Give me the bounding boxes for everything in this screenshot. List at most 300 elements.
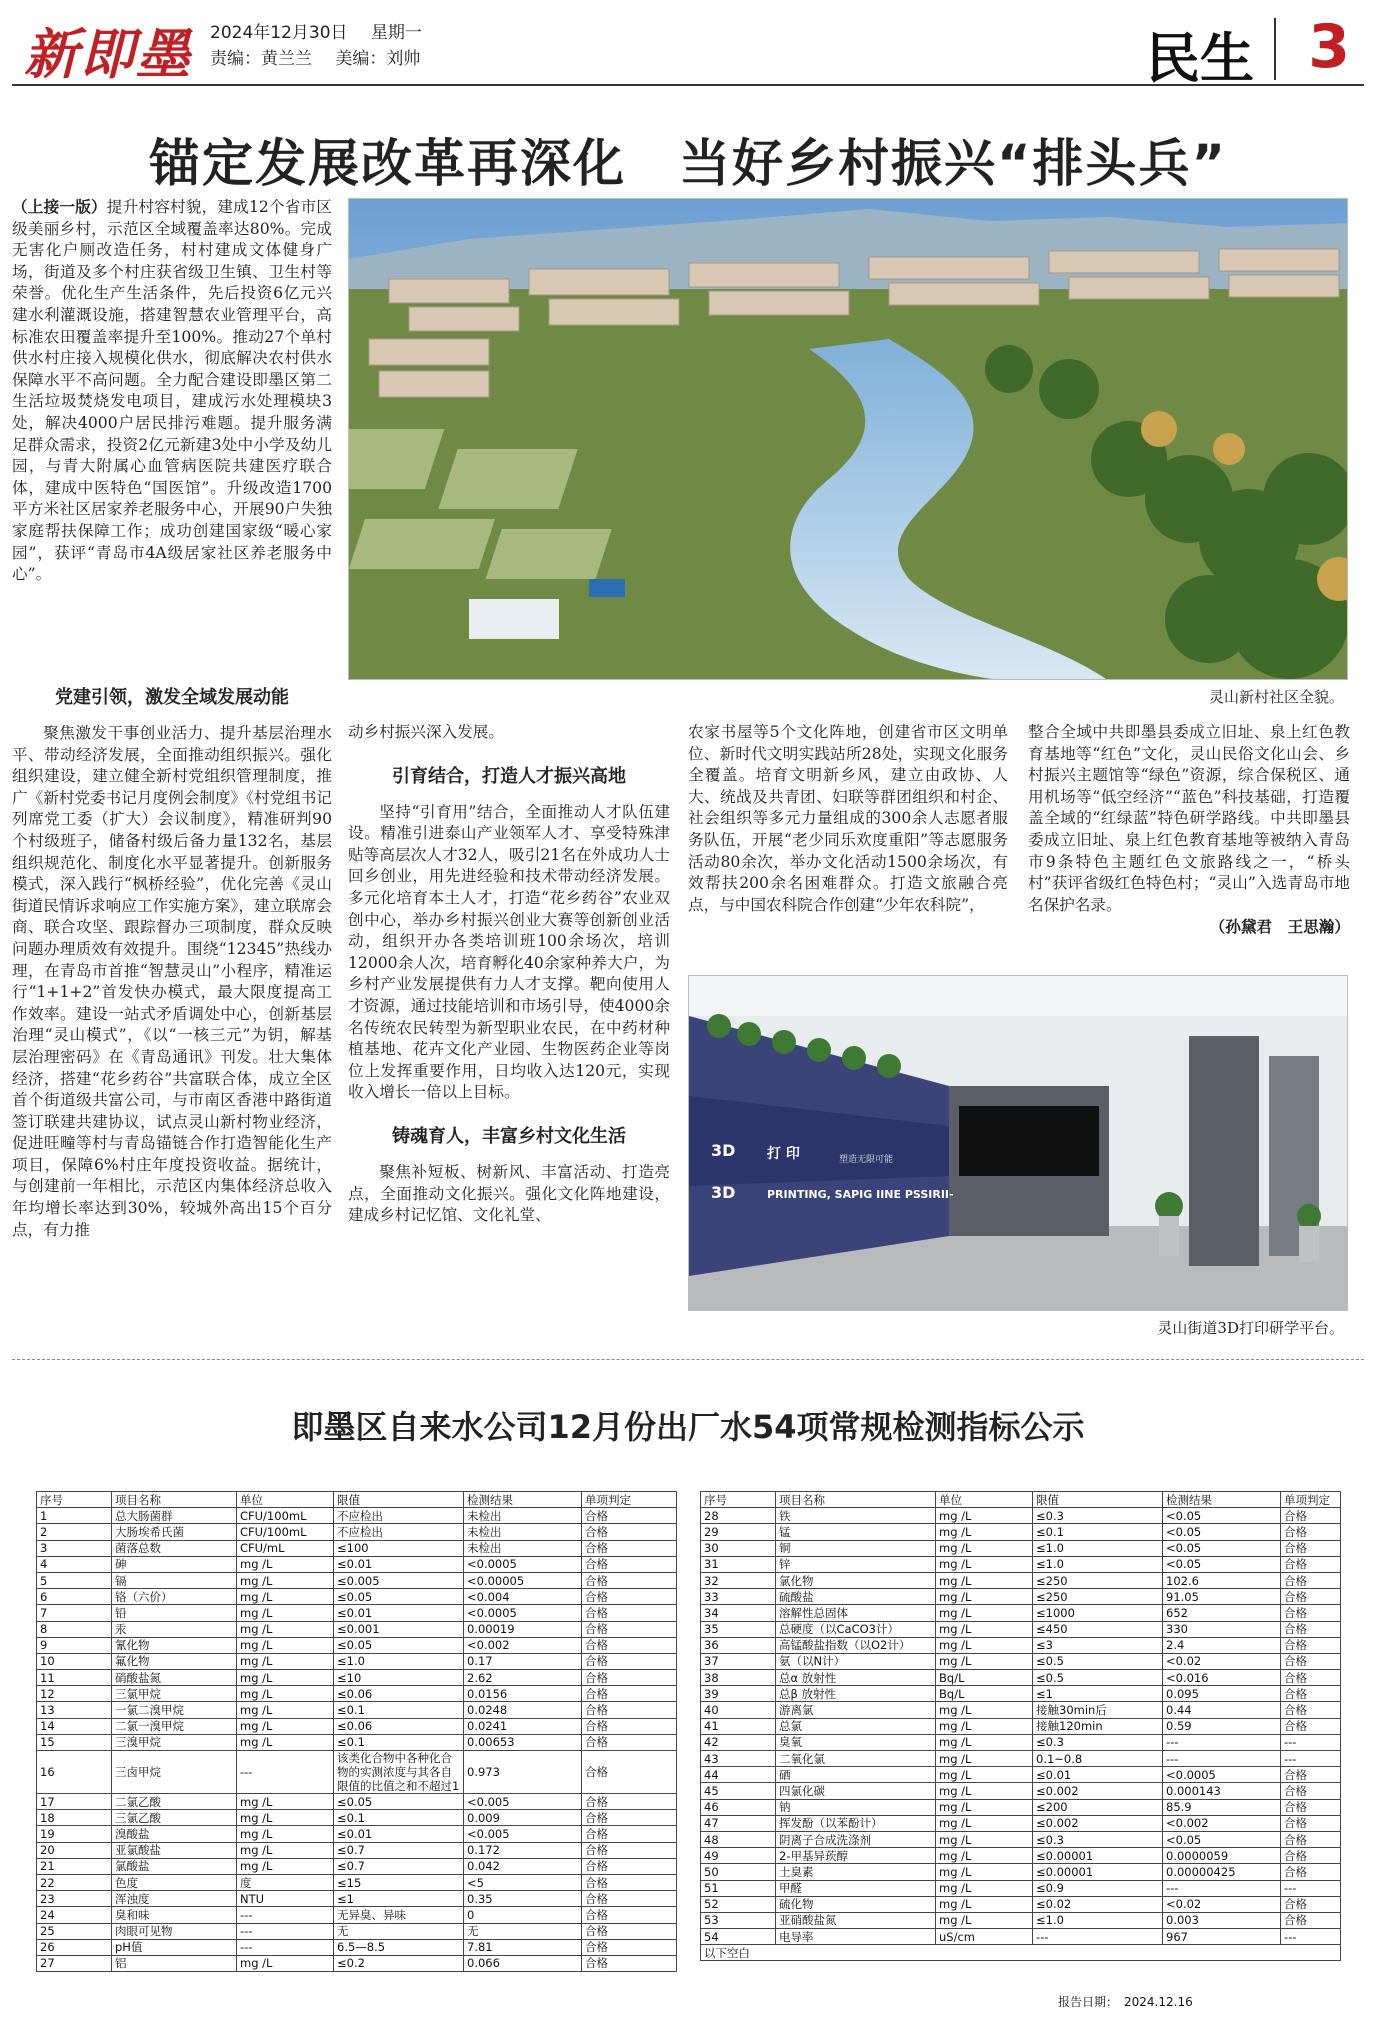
- table-row: [37, 1907, 677, 1923]
- table-cell: 合格: [582, 1874, 677, 1890]
- table-row: [701, 1783, 1341, 1799]
- table-cell: 三氯甲烷: [112, 1686, 237, 1702]
- table-cell: 22: [37, 1874, 112, 1890]
- table-cell: 30: [701, 1540, 776, 1556]
- column3-paragraph: 农家书屋等5个文化阵地，创建省市区文明单位、新时代文明实践站所28处，实现文化服务全覆盖。培育文明新乡风，建立由政协、人大、统战及共青团、妇联等群团组织和村企、社会组织等多元力量组成的300余人志愿者服务队伍，开展“老少同乐欢度重阳”等志愿服务活动80余次，举办文化活动1500余场次，有效帮扶200余名困难群众。打造文旅融合亮点，与中国农科院合作创建“少年农科院”，: [688, 723, 1008, 914]
- table-cell: 合格: [1281, 1589, 1341, 1605]
- table-row: [37, 1794, 677, 1810]
- table-cell: ≤1.0: [1033, 1540, 1163, 1556]
- table-row: [37, 1955, 677, 1971]
- 3d-printing-photo: [688, 975, 1348, 1311]
- sign-3d-bottom: 3D: [711, 1183, 736, 1202]
- blank-note: 以下空白: [701, 1945, 1341, 1961]
- table-cell: mg /L: [237, 1686, 334, 1702]
- header-cell: 检测结果: [464, 1492, 582, 1508]
- table-cell: 合格: [1281, 1621, 1341, 1637]
- table-cell: 铁: [776, 1508, 936, 1524]
- table-cell: ≤0.3: [1033, 1734, 1163, 1750]
- table-cell: ≤0.2: [334, 1955, 464, 1971]
- table-cell: 合格: [582, 1718, 677, 1734]
- intro-lead: （上接一版）: [12, 197, 107, 216]
- table-cell: 合格: [1281, 1686, 1341, 1702]
- table-cell: 挥发酚（以苯酚计）: [776, 1815, 936, 1831]
- table-cell: 锌: [776, 1556, 936, 1572]
- table-cell: 合格: [1281, 1524, 1341, 1540]
- table-cell: ---: [1281, 1880, 1341, 1896]
- column4-paragraph: 整合全域中共即墨县委成立旧址、泉上红色教育基地等“红色”文化，灵山民俗文化山会、乡村振兴主题馆等“绿色”资源，综合保税区、通用机场等“低空经济”“蓝色”科技基础，打造覆盖全域的“红绿蓝”特色研学路线。中共即墨县委成立旧址、泉上红色教育基地等被纳入青岛市9条特色主题红色文旅路线之一，“桥头村”获评省级红色特色村；“灵山”入选青岛市地名保护名录。: [1028, 723, 1350, 914]
- table-cell: 锰: [776, 1524, 936, 1540]
- table-cell: mg /L: [237, 1589, 334, 1605]
- table-cell: 0.44: [1163, 1702, 1281, 1718]
- table-cell: 0.1~0.8: [1033, 1751, 1163, 1767]
- table-cell: 总α 放射性: [776, 1670, 936, 1686]
- table-cell: mg /L: [237, 1605, 334, 1621]
- table-cell: 36: [701, 1637, 776, 1653]
- table-row: [37, 1605, 677, 1621]
- table-row: [701, 1880, 1341, 1896]
- table-cell: ---: [237, 1923, 334, 1939]
- header-cell: 项目名称: [776, 1492, 936, 1508]
- table-cell: 硝酸盐氮: [112, 1670, 237, 1686]
- sign-print-en: PRINTING, SAPIG IINE PSSIRII-: [767, 1188, 954, 1201]
- table-cell: mg /L: [237, 1826, 334, 1842]
- table-row: [701, 1702, 1341, 1718]
- table-cell: ---: [1163, 1751, 1281, 1767]
- table-cell: ≤0.06: [334, 1718, 464, 1734]
- table-cell: 合格: [582, 1907, 677, 1923]
- table-cell: ≤250: [1033, 1589, 1163, 1605]
- table-cell: <0.005: [464, 1794, 582, 1810]
- table-cell: mg /L: [936, 1896, 1033, 1912]
- table-cell: 不应检出: [334, 1524, 464, 1540]
- table-cell: <0.05: [1163, 1556, 1281, 1572]
- table-cell: 18: [37, 1810, 112, 1826]
- table-cell: 合格: [582, 1686, 677, 1702]
- table-cell: ≤0.005: [334, 1572, 464, 1588]
- table-cell: ≤1000: [1033, 1605, 1163, 1621]
- table-cell: <0.004: [464, 1589, 582, 1605]
- table-cell: 亚硝酸盐氮: [776, 1912, 936, 1928]
- header-cell: 单项判定: [582, 1492, 677, 1508]
- table-row: [37, 1891, 677, 1907]
- table-cell: 合格: [1281, 1896, 1341, 1912]
- table-cell: 氰化物: [112, 1637, 237, 1653]
- table-cell: 10: [37, 1653, 112, 1669]
- table-cell: <0.05: [1163, 1524, 1281, 1540]
- table-cell: 13: [37, 1702, 112, 1718]
- table-cell: 48: [701, 1831, 776, 1847]
- table-row: [701, 1896, 1341, 1912]
- article-byline: （孙黛君 王思瀚）: [1209, 917, 1350, 937]
- table-cell: uS/cm: [936, 1929, 1033, 1945]
- table-cell: 51: [701, 1880, 776, 1896]
- table-cell: 合格: [582, 1572, 677, 1588]
- header-cell: 项目名称: [112, 1492, 237, 1508]
- table-cell: mg /L: [936, 1653, 1033, 1669]
- table-cell: 总β 放射性: [776, 1686, 936, 1702]
- table-cell: 合格: [582, 1524, 677, 1540]
- issue-weekday: 星期一: [370, 23, 422, 43]
- table-row: [701, 1751, 1341, 1767]
- header-cell: 检测结果: [1163, 1492, 1281, 1508]
- table-cell: 7.81: [464, 1939, 582, 1955]
- table-cell: <5: [464, 1874, 582, 1890]
- table-row: [37, 1734, 677, 1750]
- table-cell: 合格: [1281, 1815, 1341, 1831]
- table-cell: 2.4: [1163, 1637, 1281, 1653]
- table-cell: 氟化物: [112, 1653, 237, 1669]
- table-cell: mg /L: [936, 1912, 1033, 1928]
- table-cell: 四氯化碳: [776, 1783, 936, 1799]
- table-cell: 合格: [1281, 1508, 1341, 1524]
- table-cell: mg /L: [237, 1670, 334, 1686]
- table-cell: 14: [37, 1718, 112, 1734]
- table-row: [701, 1799, 1341, 1815]
- table-cell: ≤0.00001: [1033, 1864, 1163, 1880]
- table-cell: 6.5—8.5: [334, 1939, 464, 1955]
- table-cell: ≤0.01: [334, 1826, 464, 1842]
- table-cell: 溶解性总固体: [776, 1605, 936, 1621]
- table-cell: 0.0156: [464, 1686, 582, 1702]
- table-cell: ---: [1281, 1751, 1341, 1767]
- section2-paragraph: 坚持“引育用”结合，全面推动人才队伍建设。精准引进泰山产业领军人才、享受特殊津贴等高层次人才32人，吸引21名在外成功人士回乡创业，用先进经验和技术带动经济发展。多元化培育本土人才，打造“花乡药谷”农业双创中心，举办乡村振兴创业大赛等创新创业活动，组织开办各类培训班100余场次，培训12000余人次，培育孵化40余家种养大户，为乡村产业发展提供有力人才支撑。靶向使用人才资源，通过技能培训和市场引导，使4000余名传统农民转型为新型职业农民，在中药材种植基地、花卉文化产业园、生物医药企业等岗位上发挥重要作用，日均收入达120元，实现收入增长一倍以上目标。: [348, 802, 670, 1102]
- table-cell: ≤0.3: [1033, 1508, 1163, 1524]
- table-cell: 16: [37, 1751, 112, 1794]
- table-cell: 合格: [1281, 1637, 1341, 1653]
- issue-date: 2024年12月30日: [210, 23, 348, 43]
- table-cell: ≤0.9: [1033, 1880, 1163, 1896]
- village-aerial-photo: [348, 198, 1348, 680]
- section1-paragraph: 聚焦激发干事创业活力、提升基层治理水平、带动经济发展，全面推动组织振兴。强化组织建设，建立健全新村党组织管理制度，推广《新村党委书记月度例会制度》《村党组书记列席党工委（扩大）会议制度》，精准研判90个村级班子，储备村级后备力量132名，基层组织规范化、制度化水平显著提升。创新服务模式，深入践行“枫桥经验”，优化完善《灵山街道民情诉求响应工作实施方案》，建立联席会商、联合攻坚、跟踪督办三项制度，群众反映问题办理质效有效提升。围绕“12345”热线办理，在青岛市首推“智慧灵山”小程序，精准运行“1+1+2”首发快办模式，最大限度提高工作效率。建设一站式矛盾调处中心，创新基层治理“灵山模式”，《以“一核三元”为钥，解基层治理密码》在《青岛通讯》刊发。壮大集体经济，搭建“花乡药谷”共富联合体，成立全区首个街道级共富公司，与市南区香港中路街道签订联建共建协议，试点灵山新村物业经济，促进旺疃等村与青岛锚链合作打造智能化生产项目，保障6%村庄年度投资收益。据统计，与创建前一年相比，示范区内集体经济总收入年均增长率达到30%，较城外高出15个百分点，有力推: [12, 724, 332, 1239]
- table-cell: pH值: [112, 1939, 237, 1955]
- table-cell: <0.02: [1163, 1653, 1281, 1669]
- table-cell: 度: [237, 1874, 334, 1890]
- table-cell: 91.05: [1163, 1589, 1281, 1605]
- table-cell: 合格: [1281, 1670, 1341, 1686]
- table-cell: 0.009: [464, 1810, 582, 1826]
- table-cell: ≤0.05: [334, 1589, 464, 1605]
- table-row: [37, 1621, 677, 1637]
- table-cell: 二氧化氯: [776, 1751, 936, 1767]
- table-cell: 未检出: [464, 1524, 582, 1540]
- table-cell: 33: [701, 1589, 776, 1605]
- table-cell: 2-甲基异莰醇: [776, 1848, 936, 1864]
- section-divider-line: [12, 1359, 1364, 1360]
- table-cell: <0.05: [1163, 1540, 1281, 1556]
- table-cell: 0: [464, 1907, 582, 1923]
- table-cell: ---: [1281, 1929, 1341, 1945]
- table-cell: 合格: [582, 1939, 677, 1955]
- table-cell: 17: [37, 1794, 112, 1810]
- table-cell: ≤0.01: [334, 1556, 464, 1572]
- table-cell: mg /L: [237, 1621, 334, 1637]
- table-cell: 0.0241: [464, 1718, 582, 1734]
- table-cell: mg /L: [936, 1621, 1033, 1637]
- table-cell: 1: [37, 1508, 112, 1524]
- table-cell: 亚氯酸盐: [112, 1842, 237, 1858]
- table-cell: 合格: [1281, 1572, 1341, 1588]
- table-cell: ---: [237, 1939, 334, 1955]
- table-row: [701, 1653, 1341, 1669]
- table-cell: mg /L: [936, 1637, 1033, 1653]
- table-cell: 未检出: [464, 1508, 582, 1524]
- table-cell: 0.066: [464, 1955, 582, 1971]
- table-cell: 23: [37, 1891, 112, 1907]
- table-cell: <0.02: [1163, 1896, 1281, 1912]
- table-row: [701, 1831, 1341, 1847]
- table-row: [37, 1686, 677, 1702]
- article-column-4: [1028, 722, 1350, 962]
- table-cell: ≤250: [1033, 1572, 1163, 1588]
- table-cell: 25: [37, 1923, 112, 1939]
- table-cell: mg /L: [237, 1734, 334, 1750]
- table-cell: 氯酸盐: [112, 1858, 237, 1874]
- table-cell: 0.59: [1163, 1718, 1281, 1734]
- table-cell: 合格: [582, 1955, 677, 1971]
- table-row: [701, 1848, 1341, 1864]
- issue-meta: [210, 20, 440, 72]
- section3-heading: 铸魂育人，丰富乡村文化生活: [392, 1125, 626, 1147]
- table-cell: 39: [701, 1686, 776, 1702]
- table-cell: 0.042: [464, 1858, 582, 1874]
- table-cell: 合格: [582, 1734, 677, 1750]
- section1-heading: 党建引领，激发全域发展动能: [55, 687, 289, 708]
- section3-paragraph: 聚焦补短板、树新风、丰富活动、打造亮点，全面推动文化振兴。强化文化阵地建设，建成乡村记忆馆、文化礼堂、: [348, 1162, 670, 1225]
- table-cell: <0.0005: [464, 1605, 582, 1621]
- table-cell: ≤0.1: [1033, 1524, 1163, 1540]
- table-cell: 色度: [112, 1874, 237, 1890]
- table-cell: ≤1: [334, 1891, 464, 1907]
- table-cell: 阴离子合成洗涤剂: [776, 1831, 936, 1847]
- table-row: [37, 1939, 677, 1955]
- article-column-2: [348, 722, 670, 1338]
- table-row: [37, 1874, 677, 1890]
- blank-note-row: [701, 1945, 1341, 1961]
- header-cell: 单位: [237, 1492, 334, 1508]
- table-cell: 游离氯: [776, 1702, 936, 1718]
- intro-paragraph: [12, 196, 332, 586]
- table-row: [701, 1670, 1341, 1686]
- table-cell: 镉: [112, 1572, 237, 1588]
- table-cell: 铬（六价）: [112, 1589, 237, 1605]
- table-cell: ---: [1033, 1929, 1163, 1945]
- table-cell: mg /L: [237, 1858, 334, 1874]
- table-cell: 合格: [1281, 1556, 1341, 1572]
- table-cell: 28: [701, 1508, 776, 1524]
- table-cell: 5: [37, 1572, 112, 1588]
- table-cell: 该类化合物中各种化合物的实测浓度与其各自限值的比值之和不超过1: [334, 1751, 464, 1794]
- table-cell: 32: [701, 1572, 776, 1588]
- table-cell: mg /L: [936, 1864, 1033, 1880]
- table-cell: 合格: [1281, 1848, 1341, 1864]
- table-cell: <0.002: [464, 1637, 582, 1653]
- article-column-1: [12, 683, 332, 1351]
- table-row: [701, 1524, 1341, 1540]
- table-cell: CFU/100mL: [237, 1524, 334, 1540]
- photo2-caption: 灵山街道3D打印研学平台。: [1157, 1319, 1344, 1337]
- table-cell: mg /L: [237, 1718, 334, 1734]
- table-cell: 土臭素: [776, 1864, 936, 1880]
- table-cell: mg /L: [936, 1848, 1033, 1864]
- table-cell: ≤450: [1033, 1621, 1163, 1637]
- table-row: [37, 1810, 677, 1826]
- table-cell: 总硬度（以CaCO3计）: [776, 1621, 936, 1637]
- table-row: [701, 1605, 1341, 1621]
- header-cell: 限值: [334, 1492, 464, 1508]
- table-cell: 高锰酸盐指数（以O2计）: [776, 1637, 936, 1653]
- water-quality-table-left: [36, 1491, 677, 1972]
- table-cell: 0.000143: [1163, 1783, 1281, 1799]
- table-cell: 12: [37, 1686, 112, 1702]
- sign-print-zh: 打 印: [767, 1146, 800, 1162]
- table-cell: 21: [37, 1858, 112, 1874]
- table-cell: mg /L: [936, 1572, 1033, 1588]
- table-cell: 未检出: [464, 1540, 582, 1556]
- table-row: [37, 1826, 677, 1842]
- table-cell: 合格: [582, 1653, 677, 1669]
- table-cell: 合格: [582, 1842, 677, 1858]
- table-row: [701, 1556, 1341, 1572]
- table-cell: mg /L: [936, 1831, 1033, 1847]
- table-cell: 菌落总数: [112, 1540, 237, 1556]
- table-cell: 41: [701, 1718, 776, 1734]
- table-cell: ≤10: [334, 1670, 464, 1686]
- table-cell: 浑浊度: [112, 1891, 237, 1907]
- table-cell: mg /L: [237, 1842, 334, 1858]
- table-cell: 合格: [1281, 1653, 1341, 1669]
- table-cell: ≤0.00001: [1033, 1848, 1163, 1864]
- table-cell: 0.172: [464, 1842, 582, 1858]
- table-cell: 44: [701, 1767, 776, 1783]
- table-cell: ≤0.5: [1033, 1670, 1163, 1686]
- table-cell: 三卤甲烷: [112, 1751, 237, 1794]
- table-cell: mg /L: [936, 1799, 1033, 1815]
- table-row: [37, 1572, 677, 1588]
- intro-column: [12, 196, 332, 656]
- table-row: [701, 1508, 1341, 1524]
- notice-title: 即墨区自来水公司12月份出厂水54项常规检测指标公示: [291, 1408, 1085, 1446]
- table-cell: 0.00653: [464, 1734, 582, 1750]
- table-cell: mg /L: [237, 1794, 334, 1810]
- table-row: [37, 1751, 677, 1794]
- table-cell: ---: [237, 1907, 334, 1923]
- newspaper-logo: 新即墨: [24, 22, 192, 86]
- table-cell: 无: [334, 1923, 464, 1939]
- table-cell: ≤100: [334, 1540, 464, 1556]
- table-cell: 氯化物: [776, 1572, 936, 1588]
- water-quality-table-right: [700, 1491, 1341, 1961]
- table-cell: ≤0.001: [334, 1621, 464, 1637]
- table-cell: 铜: [776, 1540, 936, 1556]
- table-cell: ≤0.1: [334, 1702, 464, 1718]
- table-row: [701, 1864, 1341, 1880]
- table-row: [701, 1589, 1341, 1605]
- table-cell: ≤0.06: [334, 1686, 464, 1702]
- table-cell: 甲醛: [776, 1880, 936, 1896]
- table-cell: 967: [1163, 1929, 1281, 1945]
- table-cell: 合格: [1281, 1605, 1341, 1621]
- table-cell: mg /L: [936, 1734, 1033, 1750]
- table-cell: NTU: [237, 1891, 334, 1907]
- sign-slogan: 塑造无限可能: [839, 1155, 894, 1165]
- table-cell: 0.0248: [464, 1702, 582, 1718]
- table-cell: 0.0000059: [1163, 1848, 1281, 1864]
- table-row: [701, 1540, 1341, 1556]
- table-cell: 大肠埃希氏菌: [112, 1524, 237, 1540]
- table-cell: 钠: [776, 1799, 936, 1815]
- table-row: [37, 1540, 677, 1556]
- table-cell: 溴酸盐: [112, 1826, 237, 1842]
- table-cell: 26: [37, 1939, 112, 1955]
- table-cell: 102.6: [1163, 1572, 1281, 1588]
- table-cell: 合格: [582, 1670, 677, 1686]
- table-row: [37, 1670, 677, 1686]
- table-cell: ≤0.3: [1033, 1831, 1163, 1847]
- table-row: [701, 1718, 1341, 1734]
- table-cell: mg /L: [936, 1702, 1033, 1718]
- table-cell: 50: [701, 1864, 776, 1880]
- table-cell: 31: [701, 1556, 776, 1572]
- table-cell: 35: [701, 1621, 776, 1637]
- table-cell: 24: [37, 1907, 112, 1923]
- table-row: [37, 1858, 677, 1874]
- table-cell: mg /L: [936, 1880, 1033, 1896]
- village-aerial-image: [349, 199, 1348, 680]
- table-cell: 330: [1163, 1621, 1281, 1637]
- masthead: [12, 8, 1364, 90]
- table-cell: ≤0.7: [334, 1842, 464, 1858]
- table-cell: <0.05: [1163, 1508, 1281, 1524]
- table-cell: 二氯乙酸: [112, 1794, 237, 1810]
- table-cell: 0.35: [464, 1891, 582, 1907]
- table-cell: Bq/L: [936, 1670, 1033, 1686]
- table-header-row: [37, 1492, 677, 1508]
- table-cell: <0.0005: [1163, 1767, 1281, 1783]
- table-cell: 合格: [1281, 1767, 1341, 1783]
- table-cell: <0.00005: [464, 1572, 582, 1588]
- table-cell: 0.095: [1163, 1686, 1281, 1702]
- table-row: [701, 1686, 1341, 1702]
- table-cell: <0.005: [464, 1826, 582, 1842]
- photo1-caption: 灵山新村社区全貌。: [1208, 688, 1344, 706]
- table-cell: 38: [701, 1670, 776, 1686]
- table-cell: mg /L: [237, 1955, 334, 1971]
- table-cell: 砷: [112, 1556, 237, 1572]
- table-cell: mg /L: [237, 1653, 334, 1669]
- table-header-row: [701, 1492, 1341, 1508]
- table-cell: 臭和味: [112, 1907, 237, 1923]
- article-column-3: [688, 722, 1008, 962]
- table-cell: 合格: [582, 1637, 677, 1653]
- table-cell: 45: [701, 1783, 776, 1799]
- table-cell: 二氯一溴甲烷: [112, 1718, 237, 1734]
- table-cell: 34: [701, 1605, 776, 1621]
- table-cell: 47: [701, 1815, 776, 1831]
- table-cell: <0.0005: [464, 1556, 582, 1572]
- table-cell: 汞: [112, 1621, 237, 1637]
- table-row: [37, 1524, 677, 1540]
- table-cell: 合格: [1281, 1718, 1341, 1734]
- table-cell: mg /L: [237, 1810, 334, 1826]
- table-cell: 46: [701, 1799, 776, 1815]
- table-cell: ≤200: [1033, 1799, 1163, 1815]
- table-row: [701, 1929, 1341, 1945]
- table-cell: ≤0.002: [1033, 1783, 1163, 1799]
- table-cell: 电导率: [776, 1929, 936, 1945]
- table-cell: 合格: [582, 1891, 677, 1907]
- table-cell: ≤1.0: [1033, 1556, 1163, 1572]
- table-cell: 合格: [582, 1589, 677, 1605]
